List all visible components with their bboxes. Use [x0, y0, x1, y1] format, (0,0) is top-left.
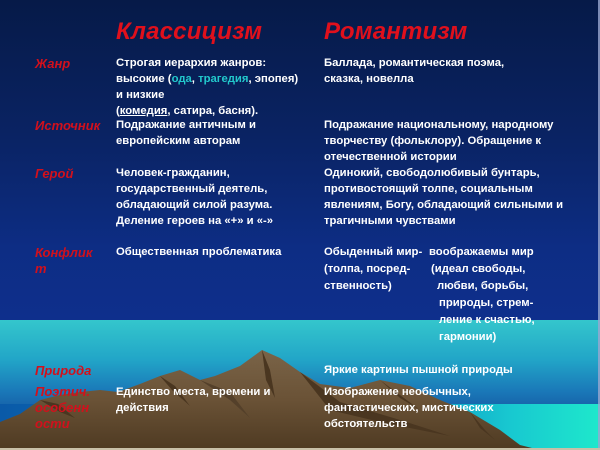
- genre-line1: Строгая иерархия жанров:: [116, 57, 267, 69]
- row-label-source: Источник: [35, 118, 101, 133]
- ode-highlight: ода: [171, 73, 192, 85]
- genre-classicism-cell: [116, 55, 316, 119]
- comedy-underlined: комедия: [119, 105, 168, 117]
- text: (: [116, 105, 120, 117]
- text: Обыденный мир-: [324, 246, 423, 258]
- row-label-genre: Жанр: [35, 56, 71, 71]
- tragedy-highlight: трагедия: [198, 73, 249, 85]
- text: высокие (: [116, 73, 172, 85]
- text: (толпа, посред-: [324, 263, 411, 275]
- text: ственность): [324, 280, 392, 292]
- text: , эпопея): [248, 73, 299, 85]
- poetics-classicism-cell: Единство места, времени и действия: [116, 386, 271, 414]
- row-label-nature: Природа: [35, 363, 92, 378]
- source-romanticism-cell: Подражание национальному, народному творчеству (фольклору). Обращение к отечественной истории: [324, 119, 554, 163]
- header-romanticism: Романтизм: [324, 18, 468, 45]
- row-label-poetics: Поэтич. особенности: [35, 384, 90, 431]
- row-label-conflict: Конфликт: [35, 245, 93, 276]
- text: (идеал свободы,: [431, 263, 526, 275]
- text: природы, стрем-: [439, 297, 534, 309]
- hero-romanticism-cell: Одинокий, свободолюбивый бунтарь, противостоящий толпе, социальным явлениям, Богу, обладающий сильными и трагичными чувствами: [324, 167, 564, 227]
- conflict-classicism-cell: Общественная проблематика: [116, 246, 282, 258]
- conflict-romanticism-everyday: [324, 244, 422, 295]
- genre-line2: [116, 71, 316, 87]
- poetics-romanticism-cell: Изображение необычных, фантастических, мистических обстоятельств: [324, 386, 494, 430]
- genre-romanticism-cell: Баллада, романтическая поэма, сказка, новелла: [324, 57, 505, 85]
- text: , сатира, басня).: [167, 105, 259, 117]
- text: гармонии): [439, 331, 497, 343]
- header-classicism: Классицизм: [116, 18, 263, 45]
- nature-romanticism-cell: Яркие картины пышной природы: [324, 364, 513, 376]
- source-classicism-cell: Подражание античным и европейским авторам: [116, 119, 256, 147]
- hero-classicism-cell: Человек-гражданин, государственный деятель, обладающий силой разума. Деление героев на «+» и «-»: [116, 167, 274, 227]
- conflict-romanticism-imagined: [429, 244, 535, 346]
- text: ление к счастью,: [439, 314, 535, 326]
- genre-line3: и низкие: [116, 89, 165, 101]
- row-label-hero: Герой: [35, 166, 74, 181]
- text: воображаемы мир: [429, 246, 534, 258]
- text: любви, борьбы,: [437, 280, 529, 292]
- text: ,: [191, 73, 199, 85]
